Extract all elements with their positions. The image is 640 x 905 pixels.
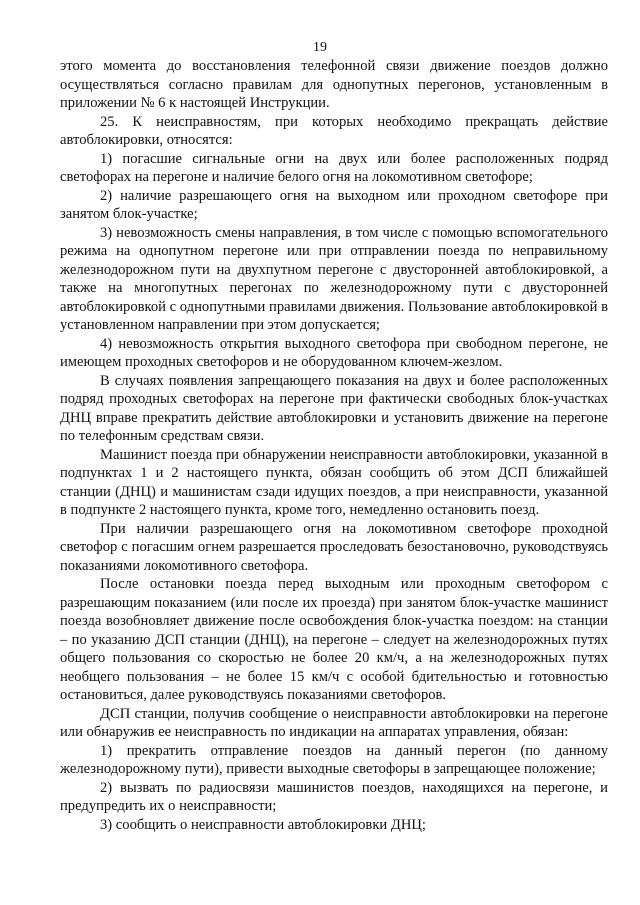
paragraph-item-3: 3) невозможность смены направления, в том числе с помощью вспомогательного режима на однопутном перегоне или при отправлении поезда по неправильному железнодорожном пути на двухпутном перегоне с двусторонней автоблокировкой, а также на многопутных перегонах по железнодорожному пути с двусторонней автоблокировкой с однопутными правилами движения. Пользование автоблокировкой в установленном направлении при этом допускается; [60, 224, 608, 333]
paragraph-item-1: 1) погасшие сигнальные огни на двух или более расположенных подряд светофорах на перегоне и наличие белого огня на локомотивном светофоре; [60, 150, 608, 185]
paragraph-continuation: этого момента до восстановления телефонной связи движение поездов должно осуществляться согласно правилам для однопутных перегонов, установленным в приложении № 6 к настоящей Инструкции. [60, 58, 608, 111]
paragraph-dsp-duties: ДСП станции, получив сообщение о неисправности автоблокировки на перегоне или обнаружив ее неисправность по индикации на аппаратах управления, обязан: [60, 705, 608, 740]
paragraph-dsp-item-3: 3) сообщить о неисправности автоблокировки ДНЦ; [100, 816, 426, 833]
paragraph-item-4: 4) невозможность открытия выходного светофора при свободном перегоне, не имеющем проходных светофоров и не оборудованном ключем-жезлом. [60, 335, 608, 370]
paragraph-after-stop: После остановки поезда перед выходным или проходным светофором с разрешающим показанием (или после их проезда) при занятом блок-участке машинист поезда возобновляет движение после освобождения блок-участка поездом: на станции – по указанию ДСП станции (ДНЦ), на перегоне – следует на железнодорожных путях общего пользования со скоростью не более 20 км/ч, а на железнодорожных путях необщего пользования – не более 15 км/ч с особой бдительностью и готовностью остановиться, далее руководствуясь показаниями светофоров. [60, 576, 608, 703]
paragraph-dsp-item-1: 1) прекратить отправление поездов на данный перегон (по данному железнодорожному пути), привести выходные светофоры в запрещающее положение; [60, 742, 608, 777]
paragraph-clause-25: 25. К неисправностям, при которых необходимо прекращать действие автоблокировки, относятся: [60, 113, 608, 148]
paragraph-prohibiting-signals: В случаях появления запрещающего показания на двух и более расположенных подряд проходных светофорах на перегоне при фактически свободных блок-участках ДНЦ вправе прекратить действие автоблокировки и установить движение на перегоне по телефонным средствам связи. [60, 372, 608, 444]
paragraph-locomotive-signal: При наличии разрешающего огня на локомотивном светофоре проходной светофор с погасшим огнем разрешается проследовать безостановочно, руководствуясь показаниями локомотивного светофора. [60, 520, 608, 574]
paragraph-driver-duties: Машинист поезда при обнаружении неисправности автоблокировки, указанной в подпунктах 1 и 2 настоящего пункта, обязан сообщить об этом ДСП ближайшей станции (ДНЦ) и машинистам сзади идущих поездов, а при неисправности, указанной в подпункте 2 настоящего пункта, кроме того, немедленно остановить поезд. [60, 446, 608, 518]
paragraph-dsp-item-2: 2) вызвать по радиосвязи машинистов поездов, находящихся на перегоне, и предупредить их о неисправности; [60, 779, 608, 814]
document-body [60, 57, 608, 834]
paragraph-item-2: 2) наличие разрешающего огня на выходном или проходном светофоре при занятом блок-участке; [60, 187, 608, 222]
page-number: 19 [313, 40, 327, 55]
